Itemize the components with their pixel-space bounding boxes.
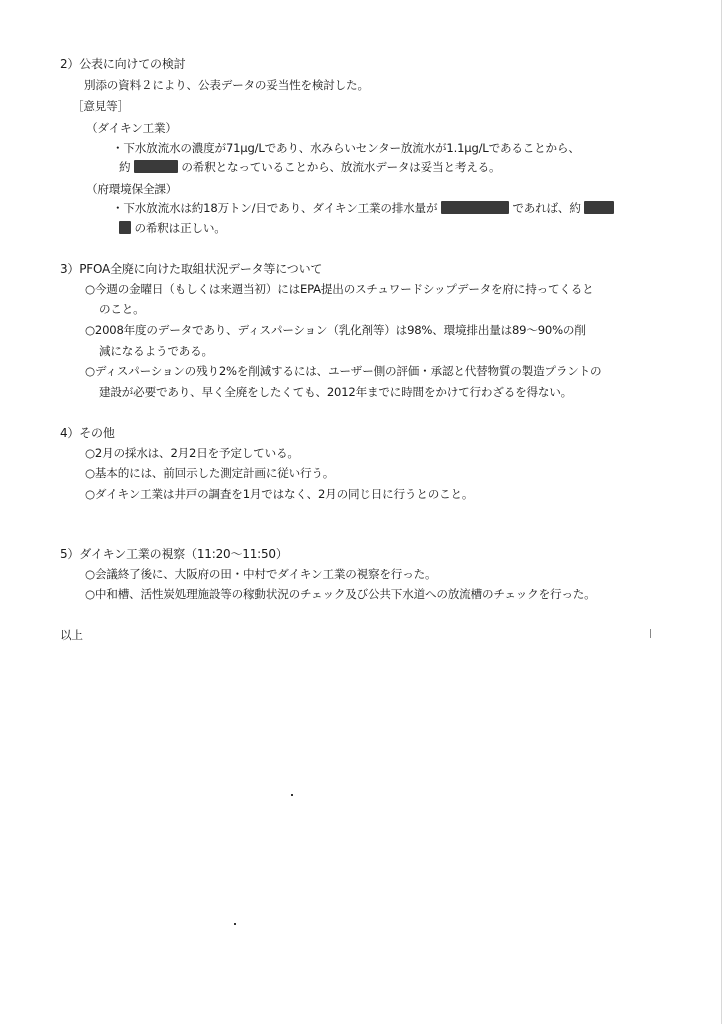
scan-mark: [650, 629, 651, 638]
section5-item2: ○中和槽、活性炭処理施設等の稼動状況のチェック及び公共下水道への放流槽のチェックを行った。: [85, 587, 596, 601]
closing-text: 以上: [60, 628, 83, 642]
daikin-line2-prefix: 約: [119, 160, 131, 174]
section5-item1: ○会議終了後に、大阪府の田・中村でダイキン工業の視察を行った。: [85, 567, 437, 581]
scan-edge: [721, 0, 722, 1024]
redaction-box: [119, 221, 131, 234]
redaction-box: [584, 201, 614, 214]
env-line2-text: の希釈は正しい。: [134, 221, 226, 235]
section5-heading: 5）ダイキン工業の視察（11:20〜11:50）: [60, 547, 288, 561]
section3-item3-line2: 建設が必要であり、早く全廃をしたくても、2012年までに時間をかけて行わざるを得ない。: [99, 385, 573, 399]
opinions-label: ［意見等］: [72, 99, 129, 113]
env-line1-suffix: であれば、約: [512, 201, 581, 215]
section2-body: 別添の資料２により、公表データの妥当性を検討した。: [84, 78, 369, 92]
daikin-line2-suffix: の希釈となっていることから、放流水データは妥当と考える。: [181, 160, 501, 174]
section4-heading: 4）その他: [60, 426, 115, 440]
section4-item2: ○基本的には、前回示した測定計画に従い行う。: [85, 466, 335, 480]
env-line1-prefix: ・下水放流水は約18万トン/日であり、ダイキン工業の排水量が: [112, 201, 438, 215]
daikin-line1: ・下水放流水の濃度が71μg/Lであり、水みらいセンター放流水が1.1μg/Lであることから、: [112, 141, 580, 155]
scan-speck: [234, 923, 236, 925]
env-line2: [119, 221, 226, 235]
section3-heading: 3）PFOA全廃に向けた取組状況データ等について: [60, 262, 323, 276]
section3-item3-line1: ○ディスパーションの残り2%を削減するには、ユーザー側の評価・承認と代替物質の製造プラントの: [85, 364, 602, 378]
redaction-box: [441, 201, 509, 214]
daikin-label: （ダイキン工業）: [86, 121, 177, 135]
section3-item2-line1: ○2008年度のデータであり、ディスパーション（乳化剤等）は98%、環境排出量は89〜90%の削: [85, 323, 586, 337]
section4-item1: ○2月の採水は、2月2日を予定している。: [85, 446, 299, 460]
env-label: （府環境保全課）: [86, 182, 178, 196]
section4-item3: ○ダイキン工業は井戸の調査を1月ではなく、2月の同じ日に行うとのこと。: [85, 487, 474, 501]
daikin-line2: [119, 160, 500, 174]
section3-item1-line1: ○今週の金曜日（もしくは来週当初）にはEPA提出のスチュワードシップデータを府に持ってくると: [85, 282, 594, 296]
scan-speck: [291, 794, 293, 796]
section2-heading: 2）公表に向けての検討: [60, 57, 186, 71]
redaction-box: [134, 160, 178, 173]
section3-item2-line2: 減になるようである。: [99, 344, 213, 358]
env-line1: [112, 201, 614, 215]
section3-item1-line2: のこと。: [99, 302, 145, 316]
